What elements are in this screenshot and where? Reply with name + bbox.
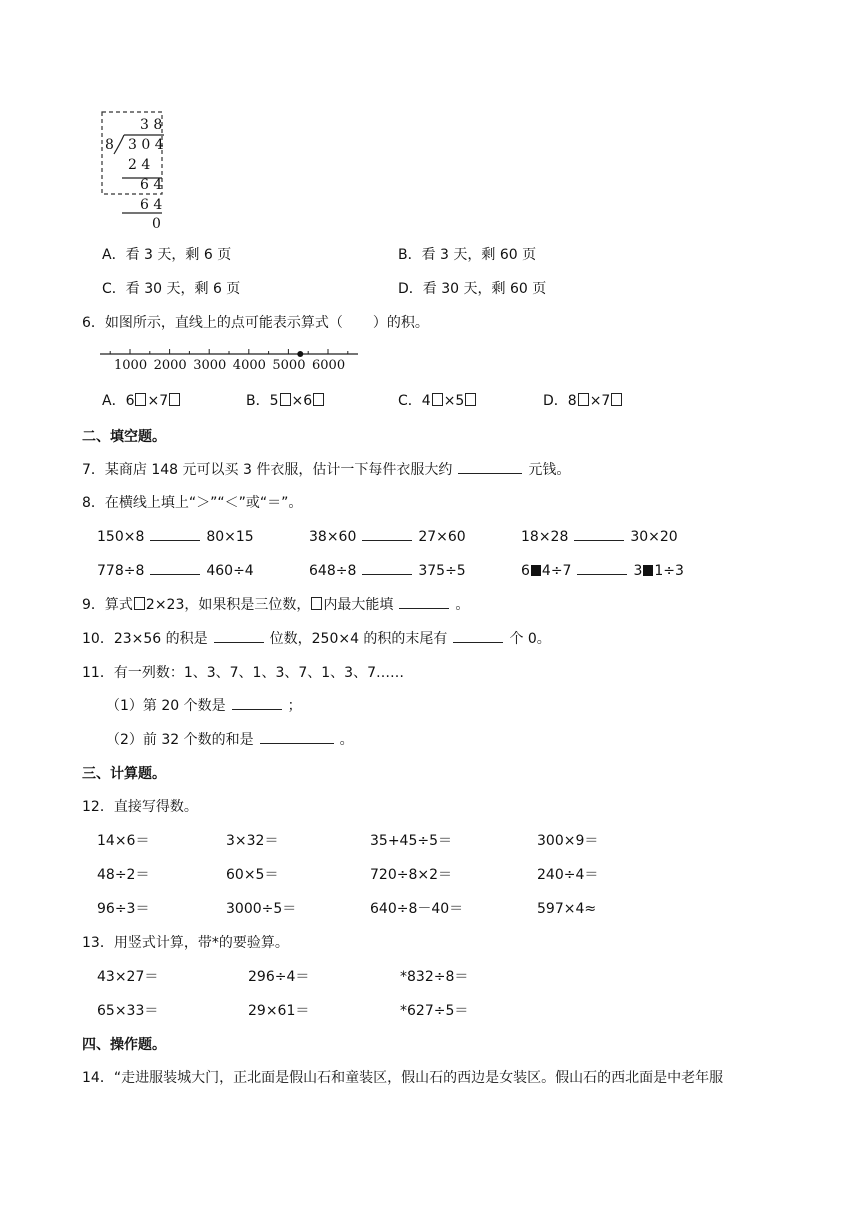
q12-item: 14×6＝ [97,833,150,849]
number-line-tick-label: 6000 [312,358,346,373]
q6-option-c[interactable]: C．4 ×5 [398,392,477,410]
section-heading-fill: 二、填空题。 [82,429,166,445]
division-step2: 6 4 [140,197,163,213]
q12-item: 35+45÷5＝ [370,833,452,849]
compare-blank[interactable] [362,528,412,541]
section-heading-calc: 三、计算题。 [82,766,166,782]
q13-item: 296÷4＝ [248,969,310,985]
long-division-figure [96,108,176,232]
division-final-remainder: 0 [152,216,161,232]
division-divisor: 8 [105,137,114,153]
q10: 10．23×56 的积是 位数，250×4 的积的末尾有 个 0。 [82,631,551,647]
q13-item: *832÷8＝ [400,969,469,985]
q12-item: 240÷4＝ [537,867,599,883]
blank-square-icon [611,393,622,406]
q13-item: 29×61＝ [248,1003,310,1019]
q8-r1-b: 38×60 27×60 [309,529,466,545]
q6-option-b[interactable]: B．5 ×6 [246,392,325,410]
compare-blank[interactable] [574,528,624,541]
number-line-tick-label: 5000 [272,358,306,373]
q5-option-c[interactable]: C．看 30 天，剩 6 页 [102,281,241,297]
compare-blank[interactable] [150,562,200,575]
q8-r1-c: 18×28 30×20 [521,529,678,545]
q10-answer-blank-2[interactable] [453,630,503,643]
q5-option-b[interactable]: B．看 3 天，剩 60 页 [398,247,537,263]
hidden-digit-square-icon [643,565,653,576]
number-line-tick-label: 2000 [153,358,187,373]
compare-blank[interactable] [150,528,200,541]
q7-answer-blank[interactable] [458,461,522,474]
blank-square-icon [465,393,476,406]
blank-square-icon [169,393,180,406]
section-heading-operation: 四、操作题。 [82,1037,166,1053]
q12-item: 3×32＝ [226,833,279,849]
q12-item: 300×9＝ [537,833,599,849]
blank-square-icon [578,393,589,406]
q13-item: 65×33＝ [97,1003,159,1019]
q13-stem: 13．用竖式计算，带*的要验算。 [82,935,289,951]
q6-option-a[interactable]: A．6 ×7 [102,392,181,410]
q11-answer-blank-1[interactable] [232,697,282,710]
q8-r2-c: 6 4÷7 3 1÷3 [521,563,684,579]
q8-r2-a: 778÷8 460÷4 [97,563,254,579]
q5-option-a[interactable]: A．看 3 天，剩 6 页 [102,247,232,263]
q6-option-d[interactable]: D．8 ×7 [543,392,623,410]
q6-stem: 6．如图所示，直线上的点可能表示算式（ ）的积。 [82,315,429,331]
q9-answer-blank[interactable] [399,596,449,609]
blank-square-icon [135,393,146,406]
q10-answer-blank-1[interactable] [214,630,264,643]
q12-item: 640÷8－40＝ [370,901,464,917]
division-dividend: 3 0 4 [128,137,164,153]
q5-option-d[interactable]: D．看 30 天，剩 60 页 [398,281,547,297]
blank-square-icon [134,597,145,610]
compare-blank[interactable] [362,562,412,575]
q12-item: 60×5＝ [226,867,279,883]
q11-answer-blank-2[interactable] [260,731,334,744]
division-quotient: 3 8 [140,117,163,133]
q14-text: 14．“走进服装城大门，正北面是假山石和童装区，假山石的西边是女装区。假山石的西北面是中老年服 [82,1070,724,1086]
q7: 7．某商店 148 元可以买 3 件衣服，估计一下每件衣服大约 元钱。 [82,462,571,478]
division-step1: 2 4 [128,157,151,173]
q11-stem: 11．有一列数：1、3、7、1、3、7、1、3、7…… [82,665,404,681]
q12-item: 720÷8×2＝ [370,867,452,883]
hidden-digit-square-icon [531,565,541,576]
division-remainder1: 6 4 [140,177,163,193]
blank-square-icon [280,393,291,406]
blank-square-icon [313,393,324,406]
number-line [100,344,362,376]
blank-square-icon [432,393,443,406]
q11-sub1: （1）第 20 个数是 ； [106,698,302,714]
q12-item: 96÷3＝ [97,901,150,917]
q13-item: *627÷5＝ [400,1003,469,1019]
q12-item: 597×4≈ [537,901,597,917]
q13-item: 43×27＝ [97,969,159,985]
q9: 9．算式 2×23，如果积是三位数， 内最大能填 。 [82,597,470,613]
number-line-tick-label: 1000 [114,358,148,373]
q8-r2-b: 648÷8 375÷5 [309,563,466,579]
q12-stem: 12．直接写得数。 [82,799,198,815]
q12-item: 48÷2＝ [97,867,150,883]
compare-blank[interactable] [577,562,627,575]
q8-stem: 8．在横线上填上“＞”“＜”或“＝”。 [82,495,303,511]
number-line-tick-label: 3000 [193,358,227,373]
blank-square-icon [311,597,322,610]
number-line-tick-label: 4000 [232,358,266,373]
q8-r1-a: 150×8 80×15 [97,529,254,545]
q12-item: 3000÷5＝ [226,901,297,917]
q11-sub2: （2）前 32 个数的和是 。 [106,732,354,748]
